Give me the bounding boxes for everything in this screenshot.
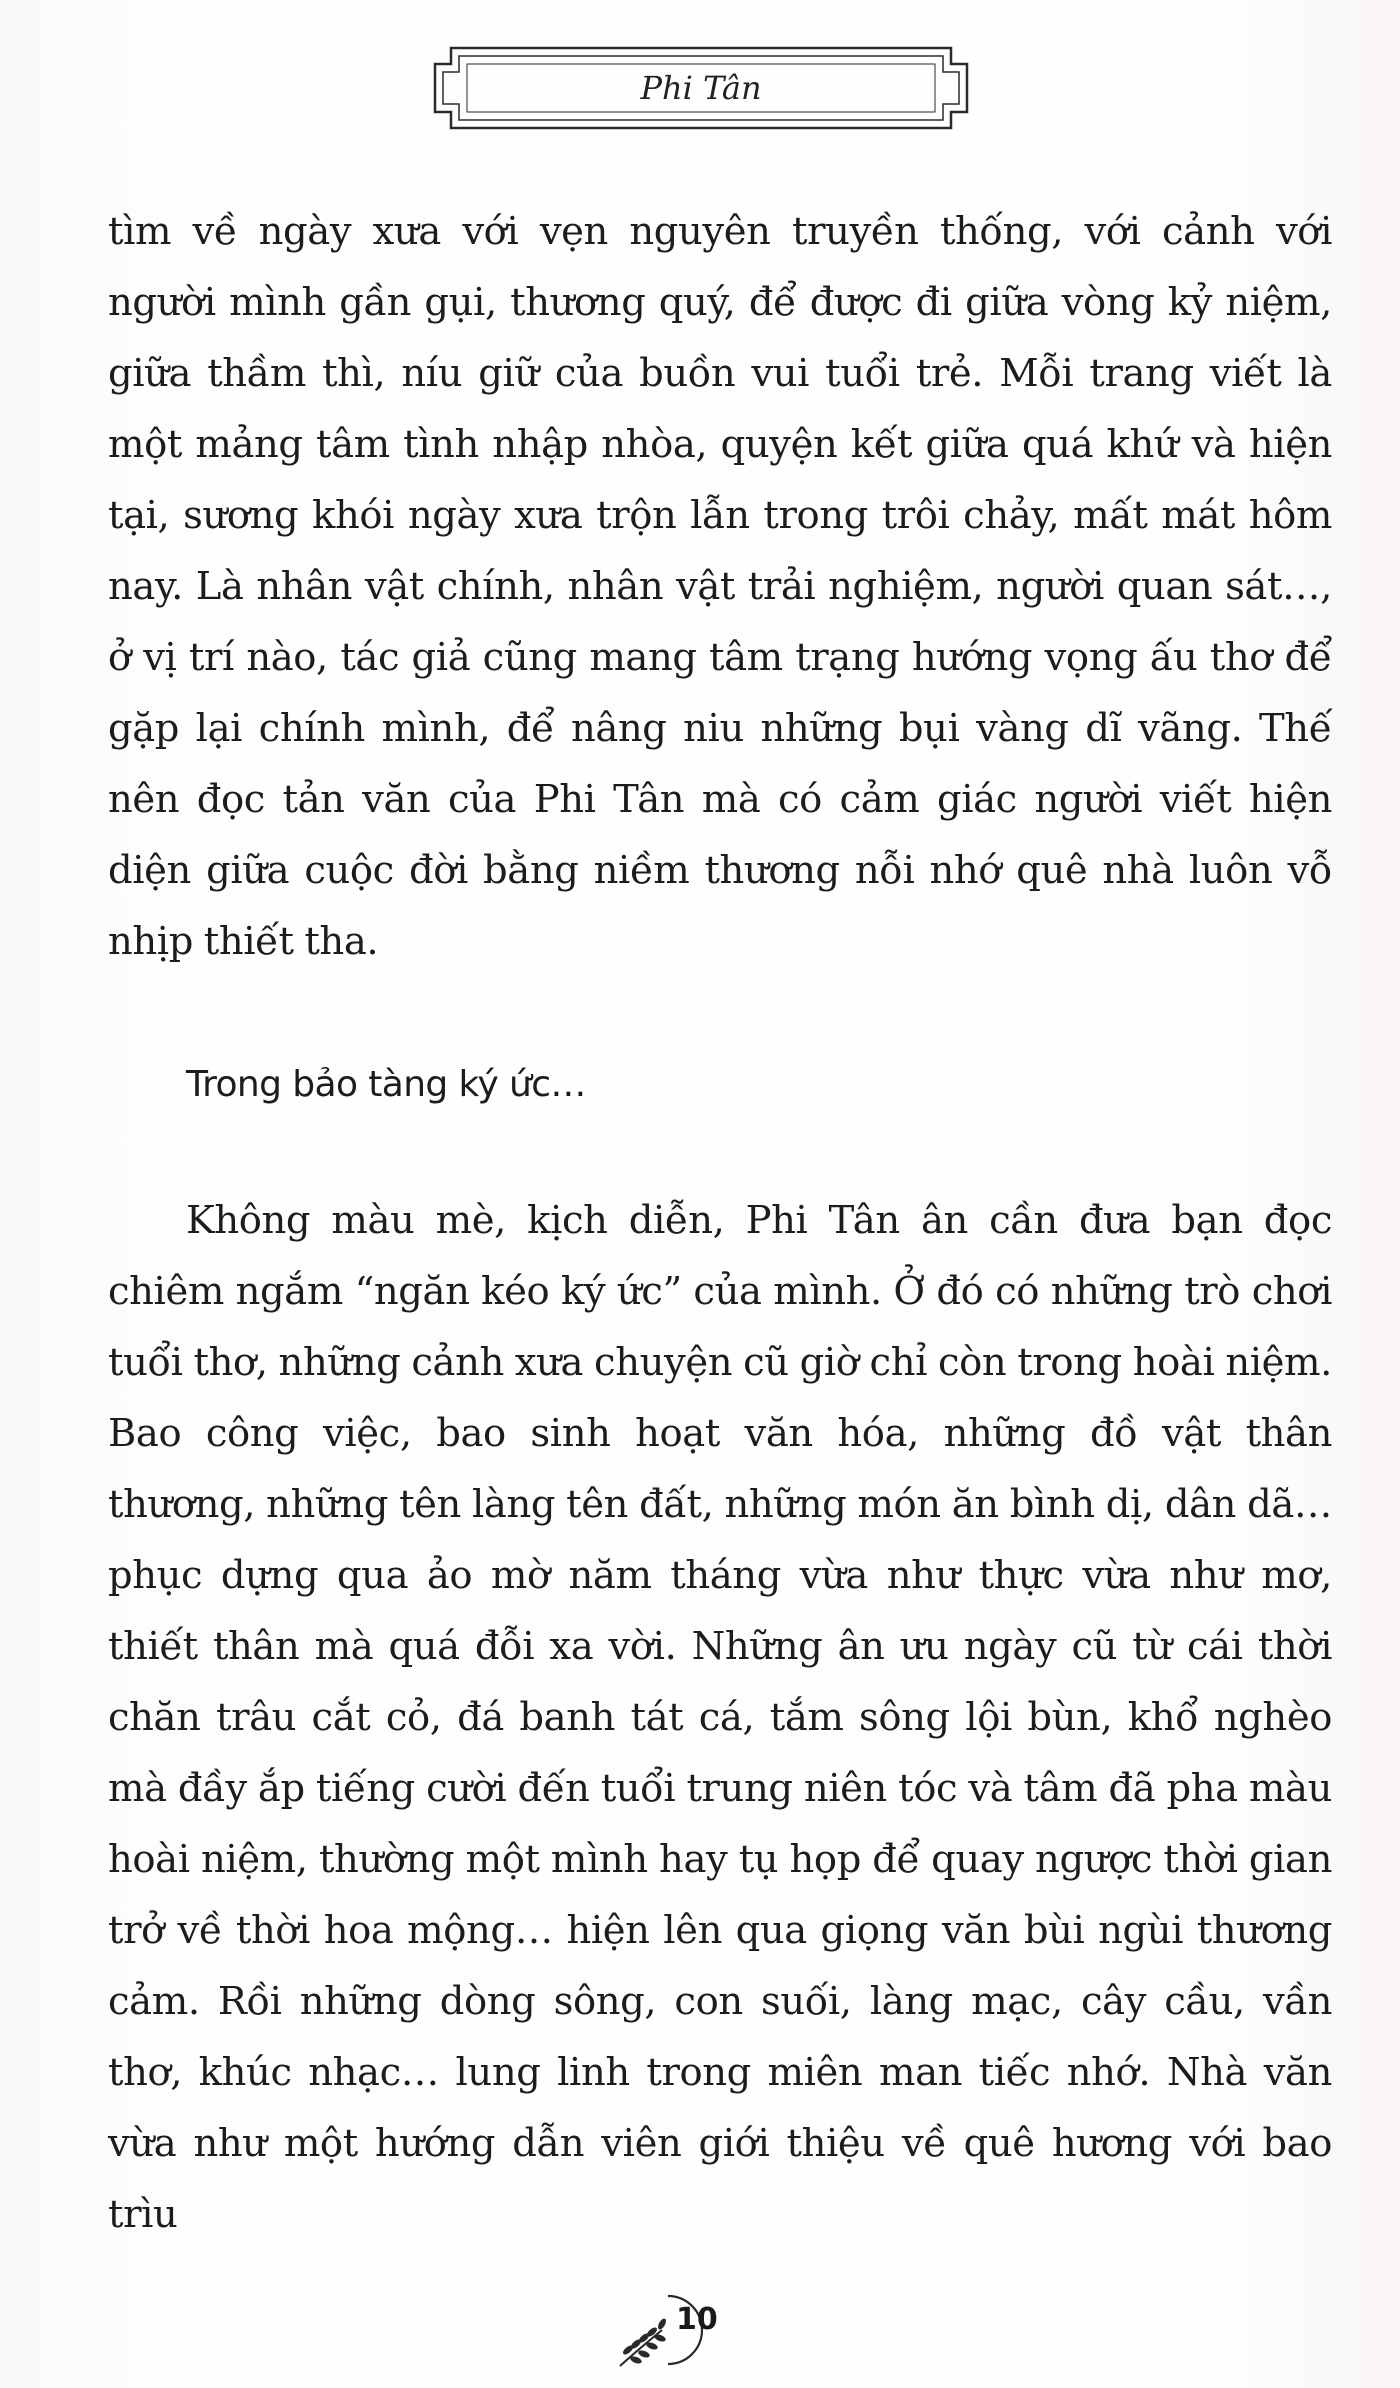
body-text: [108, 196, 1332, 2250]
running-header: [433, 46, 969, 130]
section-heading: Trong bảo tàng ký ức…: [186, 1064, 586, 1105]
paragraph-1: tìm về ngày xưa với vẹn nguyên truyền thống, với cảnh với người mình gần gụi, thương quý, để được đi giữa vòng kỷ niệm, giữa thầm thì, níu giữ của buồn vui tuổi trẻ. Mỗi trang viết là một mảng tâm tình nhập nhòa, quyện kết giữa quá khứ và hiện tại, sương khói ngày xưa trộn lẫn trong trôi chảy, mất mát hôm nay. Là nhân vật chính, nhân vật trải nghiệm, người quan sát…, ở vị trí nào, tác giả cũng mang tâm trạng hướng vọng ấu thơ để gặp lại chính mình, để nâng niu những bụi vàng dĩ vãng. Thế nên đọc tản văn của Phi Tân mà có cảm giác người viết hiện diện giữa cuộc đời bằng niềm thương nỗi nhớ quê nhà luôn vỗ nhịp thiết tha.: [108, 209, 1332, 964]
header-title: Phi Tân: [640, 69, 762, 107]
page-number: 10: [676, 2302, 718, 2337]
paragraph-2: Không màu mè, kịch diễn, Phi Tân ân cần đưa bạn đọc chiêm ngắm “ngăn kéo ký ức” của mình. Ở đó có những trò chơi tuổi thơ, những cảnh xưa chuyện cũ giờ chỉ còn trong hoài niệm. Bao công việc, bao sinh hoạt văn hóa, những đồ vật thân thương, những tên làng tên đất, những món ăn bình dị, dân dã… phục dựng qua ảo mờ năm tháng vừa như thực vừa như mơ, thiết thân mà quá đỗi xa vời. Những ân ưu ngày cũ từ cái thời chăn trâu cắt cỏ, đá banh tát cá, tắm sông lội bùn, khổ nghèo mà đầy ắp tiếng cười đến tuổi trung niên tóc và tâm đã pha màu hoài niệm, thường một mình hay tụ họp để quay ngược thời gian trở về thời hoa mộng… hiện lên qua giọng văn bùi ngùi thương cảm. Rồi những dòng sông, con suối, làng mạc, cây cầu, vần thơ, khúc nhạc… lung linh trong miên man tiếc nhớ. Nhà văn vừa như một hướng dẫn viên giới thiệu về quê hương với bao trìu: [108, 1198, 1332, 2237]
page-footer: [610, 2278, 760, 2388]
